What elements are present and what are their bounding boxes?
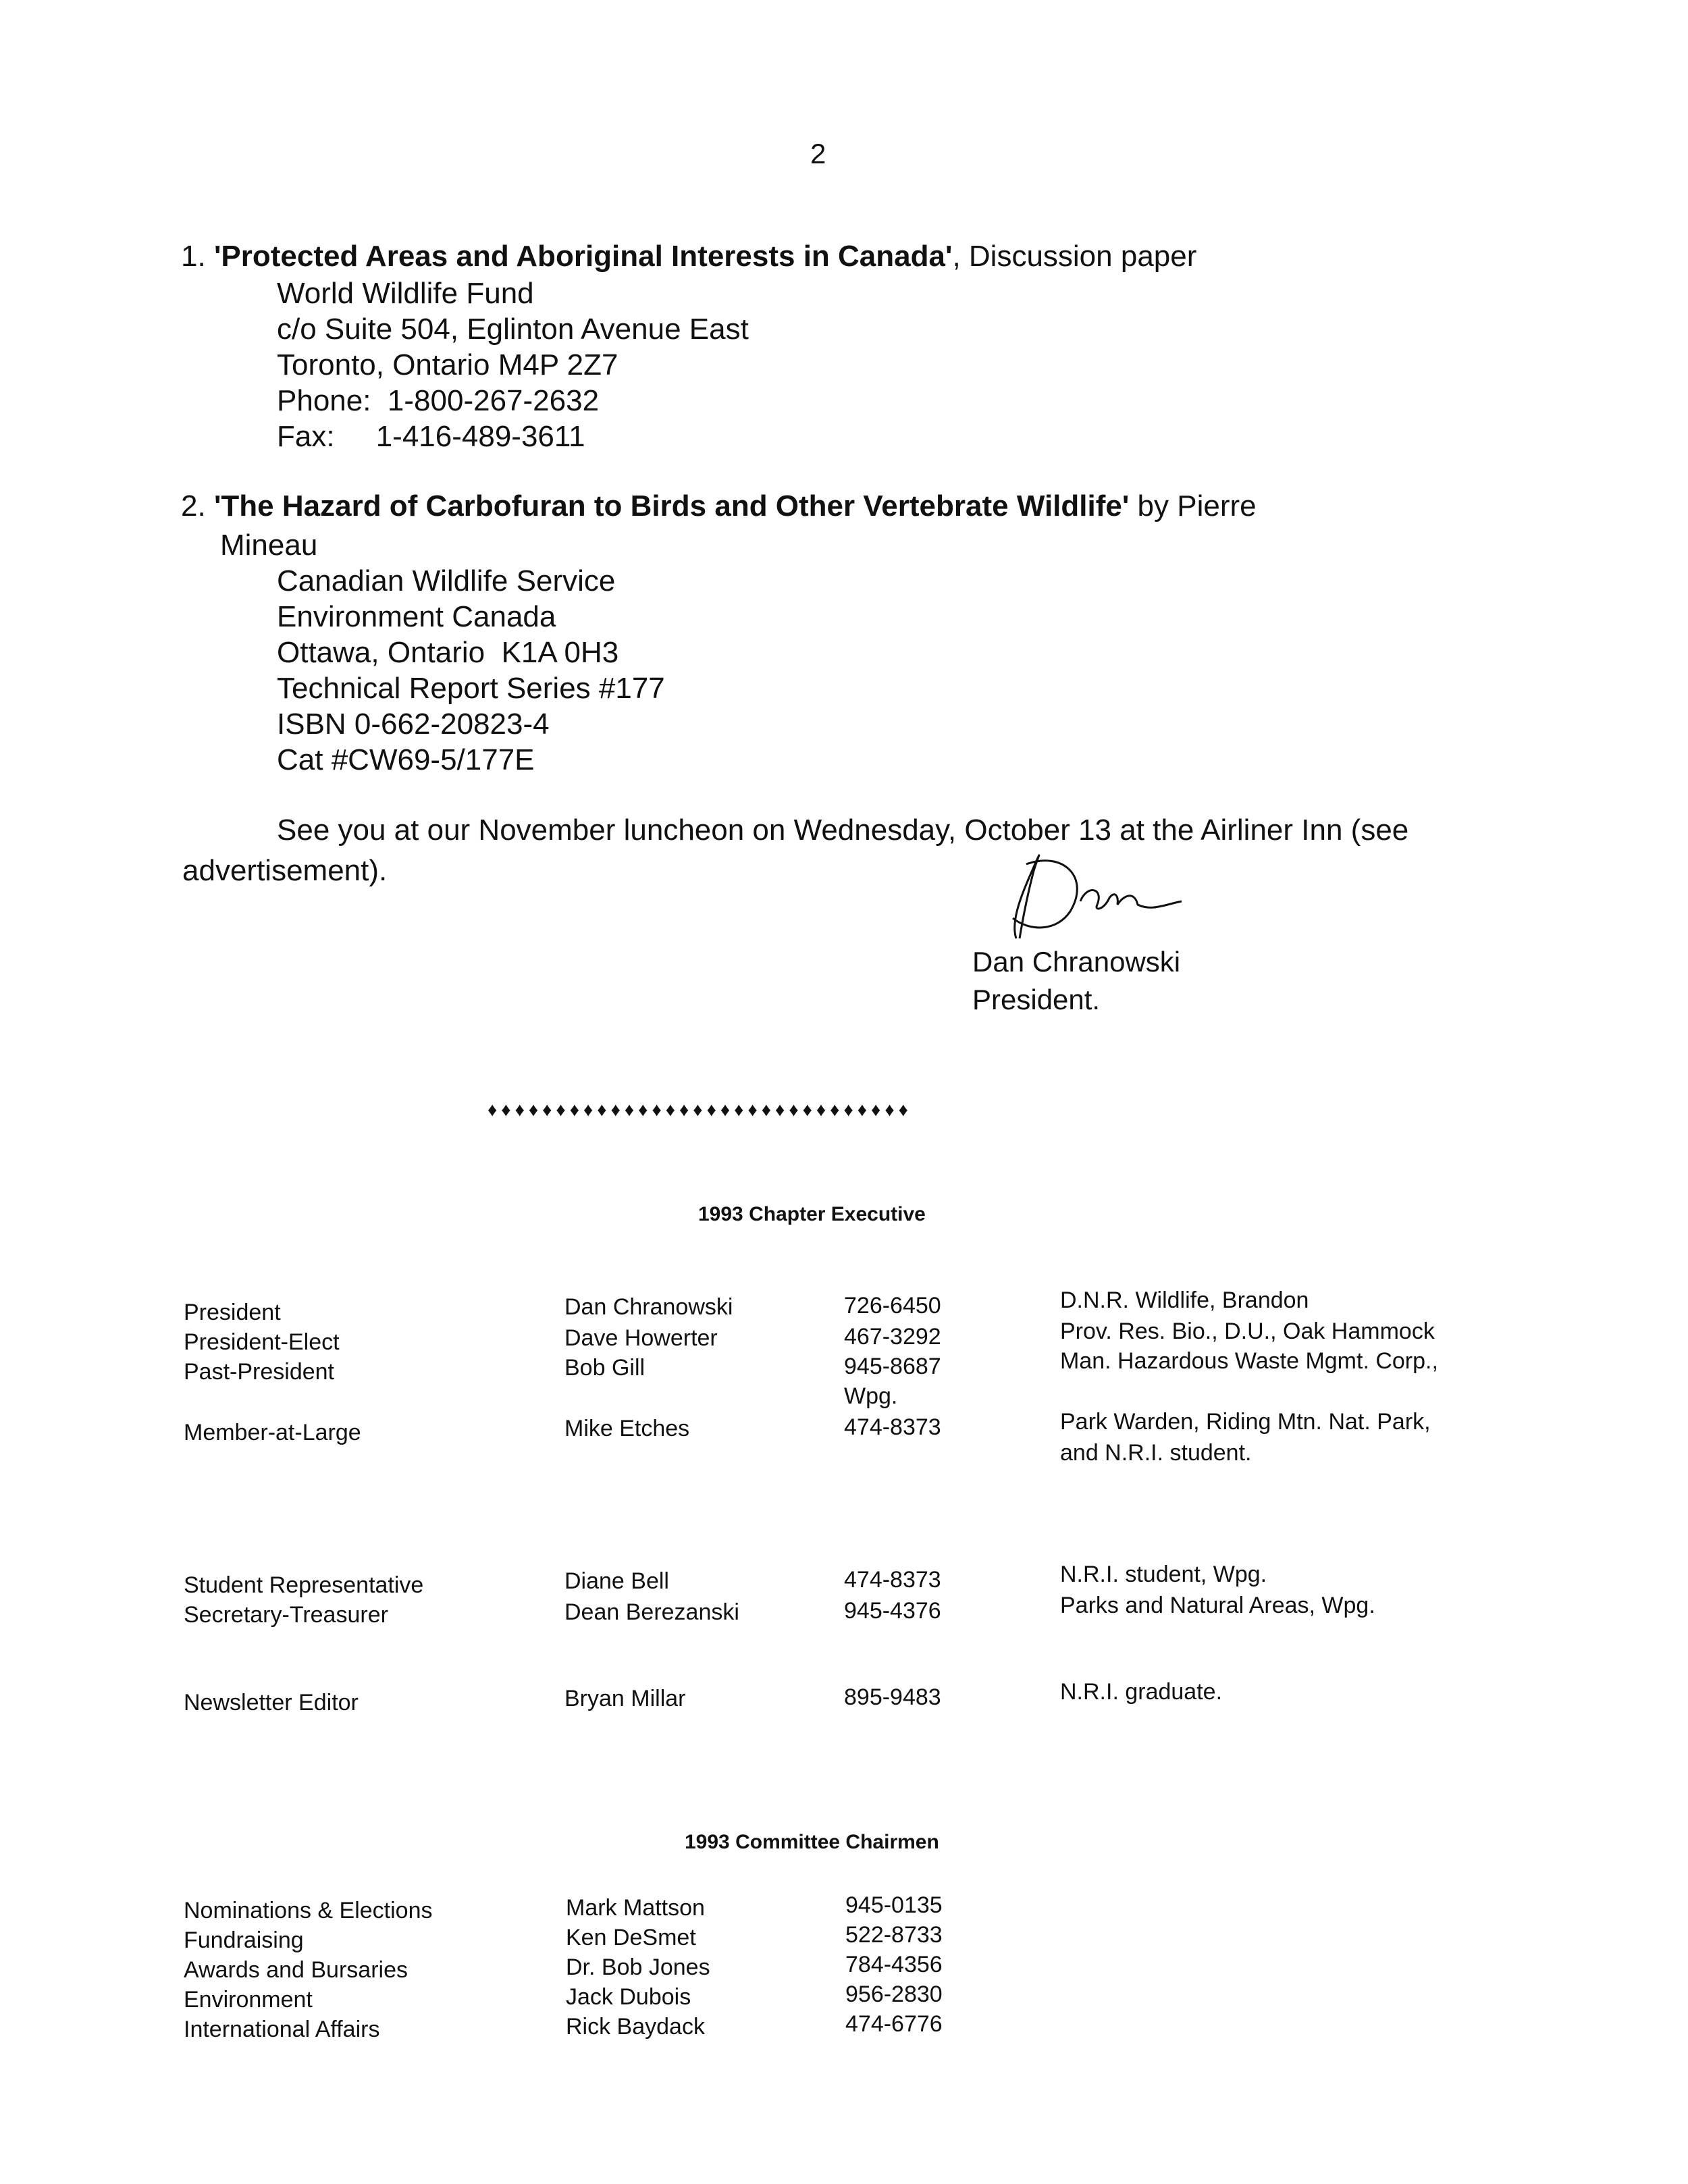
address-line: Phone: 1-800-267-2632 [277, 384, 600, 417]
committee-phone: 474-6776 [845, 2011, 943, 2037]
committee-phone: 522-8733 [845, 1922, 943, 1948]
committee-phone: 784-4356 [845, 1952, 943, 1977]
exec-name: Bryan Millar [564, 1686, 686, 1711]
committee-role: Fundraising [184, 1927, 304, 1953]
committee-name: Rick Baydack [566, 2014, 705, 2040]
exec-phone: 945-4376 [844, 1598, 941, 1624]
address-line: Canadian Wildlife Service [277, 564, 616, 597]
exec-phone: 945-8687 [844, 1354, 941, 1379]
exec-name: Dan Chranowski [564, 1294, 733, 1320]
address-line: Environment Canada [277, 600, 556, 633]
item-number: 1. [181, 240, 206, 273]
committee-role: Awards and Bursaries [184, 1957, 408, 1983]
item-title: 'Protected Areas and Aboriginal Interests in Canada' [213, 240, 953, 273]
exec-affiliation: Park Warden, Riding Mtn. Nat. Park, [1060, 1409, 1431, 1435]
exec-name: Dean Berezanski [564, 1599, 739, 1625]
item-suffix: , Discussion paper [952, 240, 1197, 273]
exec-affiliation: Prov. Res. Bio., D.U., Oak Hammock [1060, 1319, 1435, 1344]
address-line: Toronto, Ontario M4P 2Z7 [277, 348, 618, 381]
committee-role: Nominations & Elections [184, 1898, 433, 1923]
exec-affiliation: N.R.I. student, Wpg. [1060, 1562, 1267, 1587]
address-line: Ottawa, Ontario K1A 0H3 [277, 636, 619, 669]
exec-affiliation: Man. Hazardous Waste Mgmt. Corp., [1060, 1348, 1438, 1374]
committee-name: Dr. Bob Jones [566, 1954, 710, 1980]
committee-name: Jack Dubois [566, 1984, 691, 2010]
reference-item-2 [181, 489, 1257, 524]
item-2-continuation: Mineau [220, 529, 318, 562]
committee-role: Environment [184, 1987, 313, 2013]
committee-phone: 945-0135 [845, 1892, 943, 1918]
exec-affiliation-extra: and N.R.I. student. [1060, 1440, 1252, 1466]
diamond-divider: ♦♦♦♦♦♦♦♦♦♦♦♦♦♦♦♦♦♦♦♦♦♦♦♦♦♦♦♦♦♦♦ [487, 1099, 912, 1120]
exec-role: Past-President [184, 1359, 334, 1385]
exec-role: President [184, 1300, 281, 1325]
item-suffix: by Pierre [1129, 489, 1257, 523]
exec-affiliation: N.R.I. graduate. [1060, 1679, 1223, 1705]
exec-role: Member-at-Large [184, 1420, 361, 1445]
item-2-address [277, 563, 665, 778]
closing-line-2: advertisement). [182, 854, 388, 887]
exec-affiliation: Parks and Natural Areas, Wpg. [1060, 1593, 1375, 1618]
committee-title: 1993 Committee Chairmen [685, 1831, 939, 1853]
closing-line-1: See you at our November luncheon on Wednesday, October 13 at the Airliner Inn (see [277, 814, 1409, 847]
item-number: 2. [181, 489, 206, 523]
exec-role: Student Representative [184, 1572, 424, 1598]
page-number: 2 [810, 138, 826, 169]
exec-phone: 474-8373 [844, 1567, 941, 1593]
exec-role: Newsletter Editor [184, 1690, 359, 1715]
exec-name: Diane Bell [564, 1568, 669, 1594]
address-line: ISBN 0-662-20823-4 [277, 708, 550, 741]
item-1-address [277, 275, 749, 454]
address-line: World Wildlife Fund [277, 277, 534, 310]
exec-phone: 474-8373 [844, 1414, 941, 1440]
address-line: Fax: 1-416-489-3611 [277, 420, 585, 453]
exec-role: Secretary-Treasurer [184, 1602, 388, 1628]
signature-title: President. [972, 984, 1101, 1015]
exec-phone: 726-6450 [844, 1293, 941, 1319]
committee-phone: 956-2830 [845, 1981, 943, 2007]
committee-name: Ken DeSmet [566, 1925, 696, 1950]
exec-affiliation: D.N.R. Wildlife, Brandon [1060, 1287, 1309, 1313]
exec-name: Dave Howerter [564, 1325, 718, 1351]
signature [989, 837, 1192, 952]
exec-role: President-Elect [184, 1329, 340, 1355]
exec-phone-extra: Wpg. [844, 1383, 898, 1409]
executive-title: 1993 Chapter Executive [698, 1203, 926, 1225]
address-line: c/o Suite 504, Eglinton Avenue East [277, 313, 749, 346]
item-title: 'The Hazard of Carbofuran to Birds and Other Vertebrate Wildlife' [213, 489, 1130, 523]
address-line: Technical Report Series #177 [277, 672, 665, 705]
committee-role: International Affairs [184, 2017, 380, 2042]
exec-name: Bob Gill [564, 1355, 645, 1381]
exec-phone: 895-9483 [844, 1684, 941, 1710]
exec-phone: 467-3292 [844, 1324, 941, 1350]
signature-name: Dan Chranowski [972, 946, 1181, 978]
exec-name: Mike Etches [564, 1416, 690, 1441]
reference-item-1 [181, 239, 1196, 274]
address-line: Cat #CW69-5/177E [277, 743, 535, 776]
committee-name: Mark Mattson [566, 1895, 705, 1921]
